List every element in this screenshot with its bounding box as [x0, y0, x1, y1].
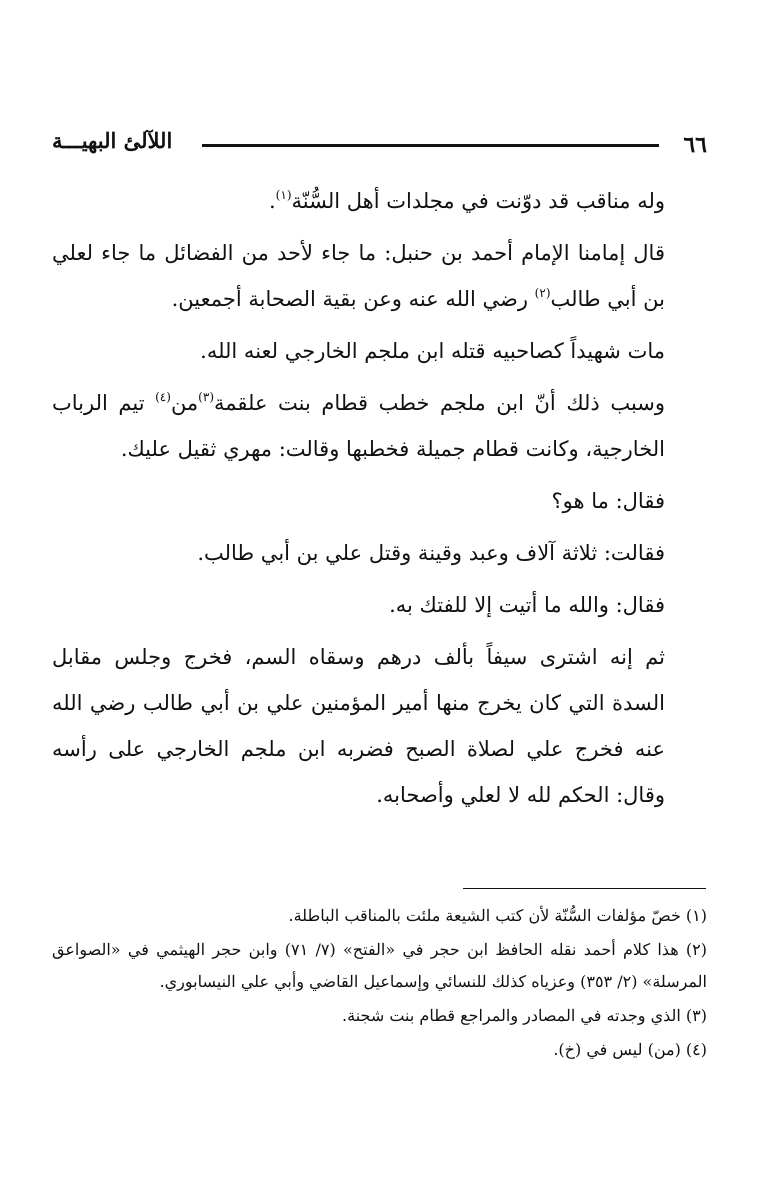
paragraph-8-text: ثم إنه اشترى سيفاً بألف درهم وسقاه السم، فخرج وجلس مقابل السدة التي كان يخرج منها أمير المؤمنين علي بن أبي طالب رضي الله عنه فخرج علي لصلاة الصبح فضربه ابن ملجم الخارجي على رأسه وقال: الحكم لله لا لعلي وأصحابه.: [52, 645, 665, 807]
footnote-4: (٤) (من) ليس في (خ).: [553, 1040, 707, 1059]
paragraph-6: [52, 530, 707, 576]
paragraph-2: [52, 230, 707, 322]
book-title: اللآلئ البهيـــة: [52, 128, 173, 153]
header-rule: [202, 144, 659, 147]
footnote-ref-2: (٢): [534, 286, 551, 300]
paragraph-3-text: مات شهيداً كصاحبيه قتله ابن ملجم الخارجي لعنه الله.: [200, 339, 665, 363]
paragraph-7: [52, 582, 707, 628]
footnote-3: (٣) الذي وجدته في المصادر والمراجع قطام بنت شجنة.: [342, 1006, 707, 1025]
footnote-ref-1: (١): [275, 188, 292, 202]
paragraph-1: [52, 178, 707, 224]
paragraph-2-text-a: قال إمامنا الإمام أحمد بن حنبل: ما جاء لأحد من الفضائل ما جاء لعلي بن أبي طالب: [52, 241, 665, 311]
paragraph-6-text: فقالت: ثلاثة آلاف وعبد وقينة وقتل علي بن أبي طالب.: [197, 541, 665, 565]
page-number: ٦٦: [683, 132, 707, 158]
paragraph-4-text-c: تيم الرباب الخارجية، وكانت قطام جميلة فخطبها وقالت: مهري ثقيل عليك.: [52, 391, 665, 461]
footnote-1: (١) خصّ مؤلفات السُّنّة لأن كتب الشيعة ملئت بالمناقب الباطلة.: [288, 906, 707, 925]
paragraph-8: [52, 634, 707, 818]
paragraph-3: [52, 328, 707, 374]
paragraph-5: [52, 478, 707, 524]
main-text: [52, 178, 707, 824]
paragraph-7-text: فقال: والله ما أتيت إلا للفتك به.: [389, 593, 665, 617]
footnote-separator: [463, 888, 706, 889]
page-header: [52, 126, 707, 162]
paragraph-2-text-b: رضي الله عنه وعن بقية الصحابة أجمعين.: [171, 287, 535, 311]
footnote-ref-4: (٤): [155, 390, 171, 404]
paragraph-1-text: وله مناقب قد دوّنت في مجلدات أهل السُّنّة: [291, 189, 665, 213]
paragraph-4: [52, 380, 707, 472]
paragraph-1-end: .: [268, 189, 276, 213]
paragraph-4-text-a: وسبب ذلك أنّ ابن ملجم خطب قطام بنت علقمة: [214, 391, 666, 415]
paragraph-5-text: فقال: ما هو؟: [551, 489, 665, 513]
footnotes: [52, 900, 707, 1068]
paragraph-4-text-b: من: [170, 391, 199, 415]
footnote-ref-3: (٣): [198, 390, 214, 404]
footnote-2: (٢) هذا كلام أحمد نقله الحافظ ابن حجر في «الفتح» (٧/ ٧١) وابن حجر الهيثمي في «الصواعق المرسلة» (٢/ ٣٥٣) وعزياه كذلك للنسائي وإسماعيل القاضي وأبي علي النيسابوري.: [52, 940, 708, 991]
